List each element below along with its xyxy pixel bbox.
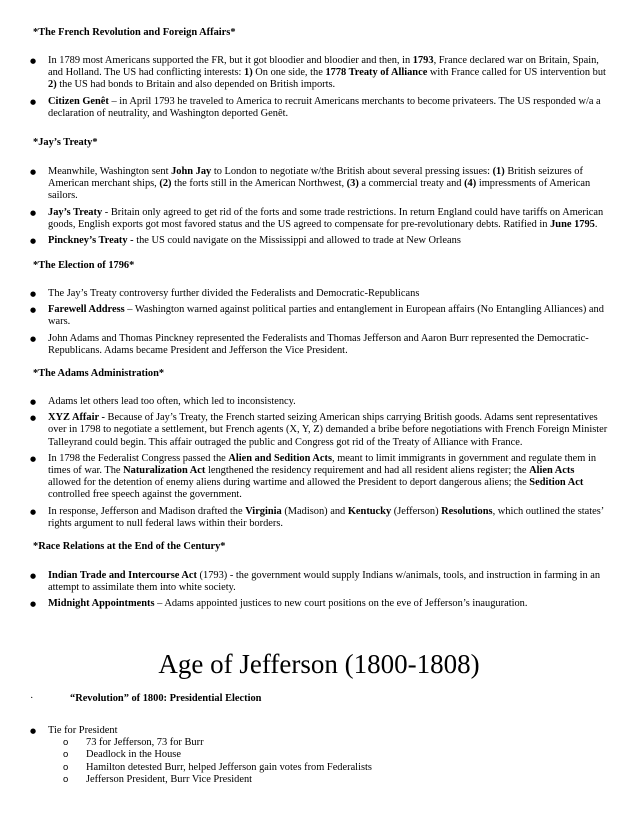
bullet-item [0,235,638,247]
bold-term: Pinckney’s Treaty - [48,235,134,247]
text-run: (Jefferson) [391,505,442,517]
bold-term: Kentucky [347,505,392,517]
text-run: In response, Jefferson and Madison drafted the [48,505,246,517]
bold-term: Alien Acts [529,465,575,477]
bold-term: Citizen Genêt [48,95,109,107]
bold-term: June 1795 [550,218,595,230]
text-run: - Britain only agreed to get rid of the forts and some trade restrictions. In return England could have tariffs on American goods, English exports got most favored status and the US agreed to compensate for pre-revolutionary debts. Ratified in [48,206,604,230]
bold-term: Indian Trade and Intercourse Act [48,570,197,581]
sub-list [48,737,608,786]
text-run: , meant to limit immigrants in government and regulate them in times of war. The [48,452,597,477]
text-run: On one side, the [252,67,326,79]
revolution-heading-row [30,693,261,705]
bold-term: 1) [244,67,253,79]
bold-term: 1778 Treaty of Alliance [325,67,428,79]
text-run: lengthened the residency requirement and had all resident aliens register; the [205,465,530,477]
text-run: British seizures of American merchant ships, [48,166,583,190]
text-run: the forts still in the American Northwest, [171,178,347,190]
text-run: Because of Jay’s Treaty, the French started seizing American ships carrying British goods. Adams sent representatives over in 1798 to negotiate a settlement, but French agents (X, Y, Z) demanded a bribe before negotiations with French Foreign Minister Talleyrand could begin. This affair outraged the public and Congress got rid of the Treaty of Alliance with France. [48,412,608,448]
bullet-item [0,166,638,203]
text-run: In 1798 the Federalist Congress passed the [48,452,229,464]
revolution-heading: “Revolution” of 1800: Presidential Election [70,693,262,704]
bold-term: XYZ Affair - [48,412,105,424]
bullet-item [0,55,638,92]
text-run: , France declared war on Britain, Spain, and Holland. The US had conflicting interests: [48,55,599,79]
text-run: the US had bonds to Britain and also depended on British imports. [56,79,336,91]
text-run: with France called for US intervention but [427,67,606,79]
bullet-item [0,304,638,328]
bold-term: Virginia [245,505,282,517]
text-run: allowed for the detention of enemy aliens during wartime and allowed the President to deport dangerous aliens; the [48,477,530,489]
section-list-adams-administration [0,396,638,534]
text-run: impressments of American sailors. [48,178,591,202]
tie-for-president-text: Tie for President [48,725,118,736]
section-heading-french-revolution: *The French Revolution and Foreign Affairs* [33,27,236,38]
bold-term: John Jay [171,166,212,177]
section-list-race-relations [0,570,638,615]
text-run: Adams let others lead too often, which led to inconsistency. [48,396,296,407]
text-run: . [594,218,598,230]
bold-term: 2) [48,79,57,91]
bold-term: Farewell Address [48,304,125,316]
sub-item: o Deadlock in the House [48,749,608,761]
bold-term: (1) [492,166,505,177]
bold-term: Sedition Act [529,477,584,489]
bullet-item [0,207,638,231]
text-run: – Adams appointed justices to new court positions on the eve of Jefferson’s inauguration. [154,598,528,610]
revolution-list [0,725,638,790]
section-heading-jays-treaty: *Jay’s Treaty* [33,137,98,148]
bold-term: Naturalization Act [123,465,206,477]
bullet-item [0,598,638,610]
text-run: (Madison) and [281,505,348,517]
section-list-french-revolution [0,55,638,124]
bullet-item [0,506,638,530]
page-title: Age of Jefferson (1800-1808) [158,649,480,679]
bold-term: (4) [464,178,477,190]
section-heading-election-1796: *The Election of 1796* [33,260,135,271]
sub-item: o Jefferson President, Burr Vice President [48,774,608,786]
bullet-item [0,412,638,449]
bullet-marker: · [30,693,34,704]
bold-term: Alien and Sedition Acts [228,452,333,464]
text-run: controlled free speech against the government. [48,489,242,501]
bullet-item [0,333,638,357]
section-list-election-1796 [0,288,638,361]
section-heading-race-relations: *Race Relations at the End of the Century* [33,541,226,552]
text-run: (1793) - the government would supply Indians w/animals, tools, and instruction in farming in an attempt to assimilate them into white society. [48,570,601,594]
text-run: – Washington warned against political parties and entanglement in European affairs (No Entangling Alliances) and wars. [48,304,604,328]
bold-term: 1793 [412,55,434,66]
bullet-item [0,288,638,300]
text-run: – in April 1793 he traveled to America to recruit Americans merchants to become privateers. The US responded w/a a declaration of neutrality, and Washington deported Genêt. [48,95,601,119]
text-run: the US could navigate on the Mississippi and allowed to trade at New Orleans [133,235,461,247]
bullet-item [0,396,638,408]
bold-term: Resolutions [441,505,493,517]
text-run: In 1789 most Americans supported the FR, but it got bloodier and bloodier and then, in [48,55,413,66]
bullet-item [0,570,638,594]
text-run: The Jay’s Treaty controversy further divided the Federalists and Democratic-Republicans [48,288,420,299]
bold-term: Midnight Appointments [48,598,155,610]
bold-term: (2) [159,178,172,190]
bold-term: (3) [346,178,359,190]
text-run: to London to negotiate w/the British about several pressing issues: [211,166,493,177]
text-run: John Adams and Thomas Pinckney represented the Federalists and Thomas Jefferson and Aaron Burr represented the Democratic-Republicans. Adams became President and Jefferson the Vice President. [48,332,589,356]
bullet-item [0,453,638,502]
section-heading-adams-administration: *The Adams Administration* [33,368,165,379]
text-run: Meanwhile, Washington sent [48,166,172,177]
text-run: a commercial treaty and [358,178,465,190]
bold-term: Jay’s Treaty [48,206,103,218]
section-list-jays-treaty [0,166,638,251]
bullet-item [0,725,638,786]
sub-item: o 73 for Jefferson, 73 for Burr [48,737,608,749]
sub-item: o Hamilton detested Burr, helped Jefferson gain votes from Federalists [48,762,608,774]
bullet-item [0,96,638,120]
text-run: , which outlined the states’ rights argument to null federal laws within their borders. [48,505,604,529]
